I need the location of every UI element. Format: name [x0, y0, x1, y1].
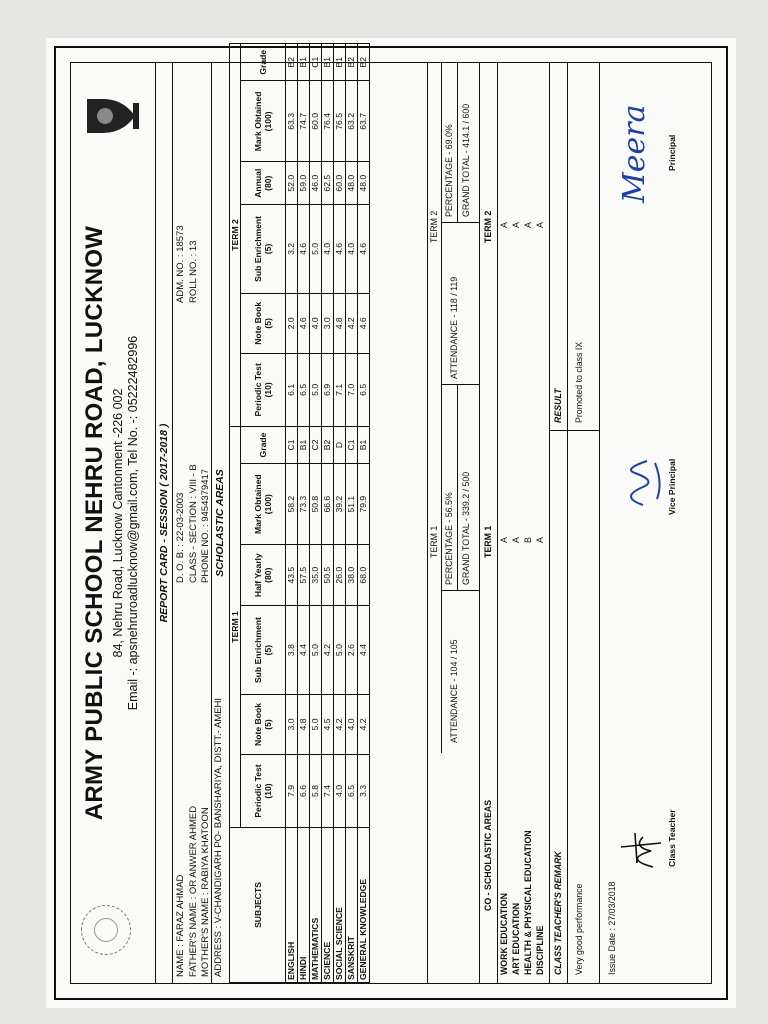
student-info-middle [175, 464, 213, 583]
column-header [241, 205, 286, 294]
term2-cell: 52.0 [286, 162, 298, 205]
term2-grand-total: GRAND TOTAL - 414.1 / 600 [461, 103, 471, 217]
student-info-right [175, 225, 200, 303]
term2-cell: C1 [310, 44, 322, 81]
term1-cell: 6.5 [346, 754, 358, 827]
column-max-marks: (10) [263, 783, 273, 799]
co-term1-label: TERM 1 [483, 525, 493, 558]
term1-cell: 4.4 [298, 606, 310, 695]
co-term2-grade: A [535, 222, 545, 228]
student-name: NAME : FARAZ AHMAD [175, 874, 186, 977]
term1-cell: C1 [286, 426, 298, 463]
scholastic-title: SCHOLASTIC AREAS [211, 63, 228, 983]
subject-name: ENGLISH [286, 828, 298, 983]
subject-name: GENERAL KNOWLEDGE [358, 828, 370, 983]
co-term1-grade: A [499, 537, 509, 543]
term1-cell: 58.2 [286, 464, 298, 545]
term2-cell: 6.1 [286, 353, 298, 426]
term1-percentage: PERCENTAGE - 56.5% [444, 492, 454, 585]
report-title: REPORT CARD - SESSION ( 2017-2018 ) [155, 63, 173, 983]
teacher-remark-text: Very good performance [574, 883, 584, 975]
term1-header: TERM 1 [230, 426, 241, 827]
column-max-marks: (100) [263, 111, 273, 132]
term2-cell: B2 [286, 44, 298, 81]
term2-cell: 6.9 [322, 353, 334, 426]
column-name: Mark Obtained [253, 91, 263, 152]
co-term2-grade: A [499, 222, 509, 228]
term2-cell: B2 [346, 44, 358, 81]
term2-cell: 48.0 [346, 162, 358, 205]
outer-border [54, 46, 728, 1000]
term1-grand-total: GRAND TOTAL - 339.2 / 500 [461, 471, 471, 585]
term1-cell: 4.2 [358, 694, 370, 754]
scholastic-table [229, 43, 370, 983]
term2-cell: 76.4 [322, 81, 334, 162]
roll-number: ROLL NO. : 13 [187, 240, 199, 303]
column-max-marks: (5) [263, 719, 273, 730]
term1-cell: 35.0 [310, 545, 322, 606]
term1-cell: 3.0 [286, 694, 298, 754]
co-area-name: DISCIPLINE [535, 925, 545, 975]
term1-cell: C1 [346, 426, 358, 463]
teacher-remark-label: CLASS TEACHER'S REMARK [553, 851, 563, 975]
column-max-marks: (5) [263, 318, 273, 329]
column-name: Sub Enrichment [253, 215, 263, 282]
term1-cell: 4.8 [298, 694, 310, 754]
school-contact: Email -: apsnehruroadlucknow@gmail.com, Tel No. -: 05222482996 [126, 335, 140, 711]
term1-cell: 5.0 [310, 694, 322, 754]
co-term2-grade: A [523, 222, 533, 228]
column-name: Periodic Test [253, 764, 263, 818]
term2-cell: 48.0 [358, 162, 370, 205]
column-max-marks: (5) [263, 243, 273, 255]
term1-cell: B2 [322, 426, 334, 463]
term2-cell: B1 [322, 44, 334, 81]
term2-cell: 7.0 [346, 353, 358, 426]
principal-label: Principal [667, 134, 677, 171]
summary-term2-label: TERM 2 [429, 210, 439, 243]
column-max-marks: (80) [263, 567, 273, 583]
term2-cell: 3.0 [322, 293, 334, 353]
column-name: Note Book [253, 301, 263, 345]
column-header [241, 464, 286, 545]
term1-cell: 7.4 [322, 754, 334, 827]
term2-cell: 2.0 [286, 293, 298, 353]
term2-cell: 6.5 [358, 353, 370, 426]
term2-cell: 4.0 [322, 205, 334, 294]
term1-cell: C2 [310, 426, 322, 463]
table-row [286, 44, 298, 983]
co-term1-grade: B [523, 537, 533, 543]
term1-cell: 38.0 [346, 545, 358, 606]
column-name: Note Book [253, 702, 263, 746]
term2-cell: 4.6 [298, 293, 310, 353]
term1-cell: 7.9 [286, 754, 298, 827]
lower-section [427, 63, 711, 983]
column-name: Mark Obtained [253, 474, 263, 535]
column-max-marks: (10) [263, 382, 273, 398]
report-card-rotated-page [46, 38, 736, 1008]
term1-cell: 4.4 [358, 606, 370, 695]
subject-name: SOCIAL SCIENCE [334, 828, 346, 983]
term1-cell: 3.8 [286, 606, 298, 695]
term1-cell: 43.5 [286, 545, 298, 606]
header-row-terms [230, 44, 241, 983]
term2-cell: 4.6 [358, 205, 370, 294]
column-name: Periodic Test [253, 363, 263, 417]
class-teacher-label: Class Teacher [667, 809, 677, 867]
term2-cell: B1 [298, 44, 310, 81]
term2-cell: 4.8 [334, 293, 346, 353]
date-of-birth: D. O. B. : 22-03-2003 [175, 492, 186, 583]
column-max-marks: (5) [263, 644, 273, 656]
co-term1-grade: A [511, 537, 521, 543]
vice-principal-label: Vice Principal [667, 458, 677, 515]
term2-cell: 4.6 [298, 205, 310, 294]
term1-cell: 5.0 [310, 606, 322, 695]
co-area-name: ART EDUCATION [511, 902, 521, 975]
term2-header: TERM 2 [230, 44, 241, 427]
term2-cell: 46.0 [310, 162, 322, 205]
term2-cell: 74.7 [298, 81, 310, 162]
co-scholastic-title: CO - SCHOLASTIC AREAS [483, 799, 493, 911]
table-row [322, 44, 334, 983]
column-name: Half Yearly [253, 553, 263, 598]
term1-cell: 6.6 [298, 754, 310, 827]
vice-principal-signature-icon [613, 451, 669, 513]
term2-cell: 4.2 [346, 293, 358, 353]
co-term1-grade: A [535, 537, 545, 543]
term1-cell: 50.5 [322, 545, 334, 606]
term1-cell: 4.5 [322, 694, 334, 754]
term1-cell: 3.3 [358, 754, 370, 827]
report-card-sheet [46, 38, 736, 1008]
term2-cell: B1 [334, 44, 346, 81]
result-label: RESULT [553, 388, 563, 423]
column-header [241, 162, 286, 205]
term2-cell: 60.0 [310, 81, 322, 162]
subject-name: MATHEMATICS [310, 828, 322, 983]
term1-cell: B1 [298, 426, 310, 463]
column-header [241, 44, 286, 81]
term2-cell: B2 [358, 44, 370, 81]
phone-number: PHONE NO. : 9454379417 [200, 468, 211, 583]
table-row [358, 44, 370, 983]
mother-name: MOTHER'S NAME : RABIYA KHATOON [200, 807, 211, 977]
school-address: 84, Nehru Road, Lucknow Cantonment -226 002 [111, 388, 125, 658]
term2-cell: 7.1 [334, 353, 346, 426]
co-term2-grade: A [511, 222, 521, 228]
co-area-name: HEALTH & PHYSICAL EDUCATION [523, 830, 533, 975]
column-name: Grade [258, 432, 268, 458]
summary-term1-label: TERM 1 [429, 525, 439, 558]
term1-cell: 5.8 [310, 754, 322, 827]
term1-cell: 4.0 [346, 694, 358, 754]
term2-cell: 62.5 [322, 162, 334, 205]
term1-attendance: ATTENDANCE - 104 / 105 [449, 639, 459, 743]
term1-cell: 5.0 [334, 606, 346, 695]
subject-name: HINDI [298, 828, 310, 983]
column-name: Sub Enrichment [253, 617, 263, 684]
student-address: ADDRESS : V-CHANDIGARH PO- BANSHARIYA, DISTT.- AMEHI [212, 697, 224, 977]
term1-cell: 2.6 [346, 606, 358, 695]
term1-cell: 39.2 [334, 464, 346, 545]
term2-cell: 4.0 [346, 205, 358, 294]
inner-border [70, 49, 712, 984]
class-section: CLASS - SECTION : VIII - B [187, 464, 199, 583]
co-term2-label: TERM 2 [483, 210, 493, 243]
term2-attendance: ATTENDANCE - 118 / 119 [449, 276, 459, 379]
class-teacher-signature-icon [613, 821, 669, 877]
admission-number: ADM. NO. : 18573 [175, 225, 186, 303]
term2-cell: 3.2 [286, 205, 298, 294]
column-max-marks: (80) [263, 175, 273, 191]
father-name: FATHER'S NAME : OR ANWER AHMED [187, 805, 199, 977]
term1-cell: 79.9 [358, 464, 370, 545]
term2-cell: 5.0 [310, 205, 322, 294]
term2-cell: 63.2 [346, 81, 358, 162]
column-header [241, 606, 286, 695]
term1-cell: 66.6 [322, 464, 334, 545]
column-header [241, 353, 286, 426]
term2-cell: 59.0 [298, 162, 310, 205]
term1-cell: 26.0 [334, 545, 346, 606]
term2-cell: 63.7 [358, 81, 370, 162]
term1-cell: 51.1 [346, 464, 358, 545]
subjects-header: SUBJECTS [230, 828, 286, 983]
issue-date: Issue Date : 27/03/2018 [607, 881, 617, 975]
result-text: Promoted to class IX [574, 341, 584, 423]
term1-cell: B1 [358, 426, 370, 463]
term1-cell: 4.2 [322, 606, 334, 695]
column-header [241, 81, 286, 162]
term1-cell: 4.2 [334, 694, 346, 754]
term1-cell: 68.0 [358, 545, 370, 606]
column-header [241, 426, 286, 463]
table-row [346, 44, 358, 983]
term2-cell: 5.0 [310, 353, 322, 426]
term2-cell: 4.6 [358, 293, 370, 353]
term2-percentage: PERCENTAGE - 69.0% [444, 124, 454, 217]
term2-cell: 63.3 [286, 81, 298, 162]
column-header [241, 545, 286, 606]
term1-cell: 57.5 [298, 545, 310, 606]
table-row [334, 44, 346, 983]
term1-cell: 4.0 [334, 754, 346, 827]
term2-cell: 4.0 [310, 293, 322, 353]
column-max-marks: (100) [263, 494, 273, 515]
subject-name: SANSKRIT [346, 828, 358, 983]
term2-cell: 4.6 [334, 205, 346, 294]
term2-cell: 6.5 [298, 353, 310, 426]
column-name: Grade [258, 49, 268, 75]
column-header [241, 694, 286, 754]
term1-cell: 73.3 [298, 464, 310, 545]
school-name: ARMY PUBLIC SCHOOL NEHRU ROAD, LUCKNOW [81, 225, 108, 821]
principal-handwriting: Meera [617, 104, 652, 203]
column-name: Annual [253, 168, 263, 198]
column-header [241, 754, 286, 827]
table-row [310, 44, 322, 983]
term1-cell: 50.8 [310, 464, 322, 545]
term1-cell: D [334, 426, 346, 463]
term2-cell: 60.0 [334, 162, 346, 205]
table-row [298, 44, 310, 983]
co-area-name: WORK EDUCATION [499, 893, 509, 975]
subject-name: SCIENCE [322, 828, 334, 983]
school-header [81, 63, 140, 983]
column-header [241, 293, 286, 353]
term2-cell: 76.5 [334, 81, 346, 162]
